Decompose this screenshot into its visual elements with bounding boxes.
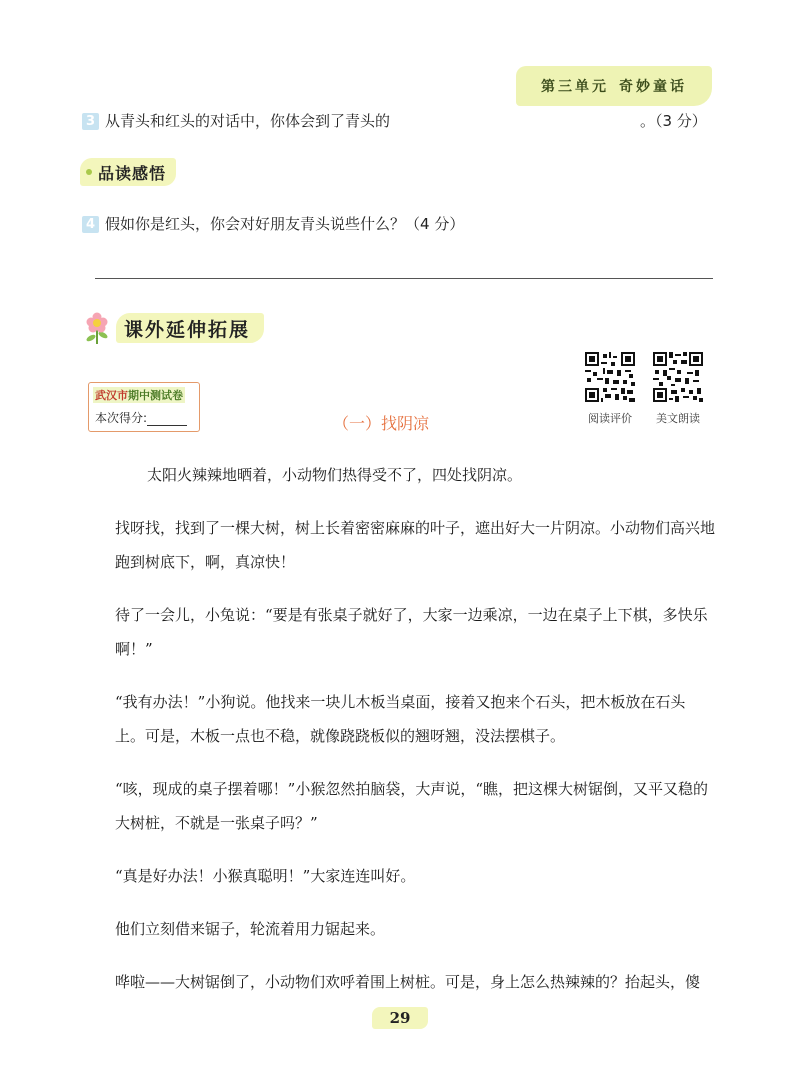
story-paragraph: 哗啦——大树锯倒了，小动物们欢呼着围上树桩。可是，身上怎么热辣辣的？抬起头，傻: [115, 973, 701, 991]
qr-code-icon: [585, 352, 635, 402]
question-text: 假如你是红头，你会对好朋友青头说些什么？（4 分）: [105, 215, 465, 233]
question-3-tail: 。（3 分）: [640, 112, 707, 130]
qr-code-reading[interactable]: [653, 352, 703, 406]
story-paragraph: “真是好办法！小猴真聪明！”大家连连叫好。: [115, 867, 416, 885]
unit-title: 奇妙童话: [619, 79, 687, 95]
flower-icon: [82, 311, 112, 345]
question-4: [82, 213, 464, 235]
story-paragraph: 待了一会儿，小兔说：“要是有张桌子就好了，大家一边乘凉，一边在桌子上下棋，多快乐啊！”: [115, 606, 708, 658]
question-text: 从青头和红头的对话中，你体会到了青头的: [105, 112, 391, 130]
qr-caption-reading: 美文朗读: [656, 412, 700, 425]
exam-score-box: [88, 382, 200, 432]
unit-number: 第三单元: [541, 79, 609, 95]
story-paragraph: “咳，现成的桌子摆着哪！”小猴忽然拍脑袋，大声说，“瞧，把这棵大树锯倒，又平又稳的大树桩，不就是一张桌子吗？”: [115, 780, 709, 832]
score-label: 本次得分:: [95, 411, 148, 425]
page-number: 29: [372, 1007, 428, 1029]
story-paragraph: 他们立刻借来锯子，轮流着用力锯起来。: [115, 920, 386, 938]
qr-caption-evaluation: 阅读评价: [588, 412, 632, 425]
extension-label: 课外延伸拓展: [116, 313, 264, 343]
question-number-badge: 4: [82, 216, 99, 233]
score-blank[interactable]: [147, 413, 187, 426]
answer-line[interactable]: [95, 278, 713, 279]
exam-type: 期中测试卷: [128, 389, 183, 402]
section-tag-reading: [80, 158, 176, 186]
extension-section-header: [82, 308, 264, 348]
question-3: [82, 110, 390, 132]
section-dot-icon: [86, 169, 92, 175]
qr-code-icon: [653, 352, 703, 402]
exam-city: 武汉市: [95, 389, 128, 402]
story-title: （一）找阴凉: [333, 414, 430, 433]
exam-score-field[interactable]: [95, 409, 187, 426]
story-body: [115, 458, 715, 1018]
story-paragraph: 找呀找，找到了一棵大树，树上长着密密麻麻的叶子，遮出好大一片阴凉。小动物们高兴地跑到树底下，啊，真凉快！: [115, 519, 716, 571]
story-paragraph: 太阳火辣辣地晒着，小动物们热得受不了，四处找阴凉。: [147, 466, 523, 484]
question-number-badge: 3: [82, 113, 99, 130]
unit-header-tag: [516, 66, 712, 106]
qr-code-evaluation[interactable]: [585, 352, 635, 406]
story-paragraph: “我有办法！”小狗说。他找来一块儿木板当桌面，接着又抱来个石头，把木板放在石头上。可是，木板一点也不稳，就像跷跷板似的翘呀翘，没法摆棋子。: [115, 693, 686, 745]
section-label: 品读感悟: [98, 163, 167, 183]
exam-source-label: [93, 387, 185, 403]
